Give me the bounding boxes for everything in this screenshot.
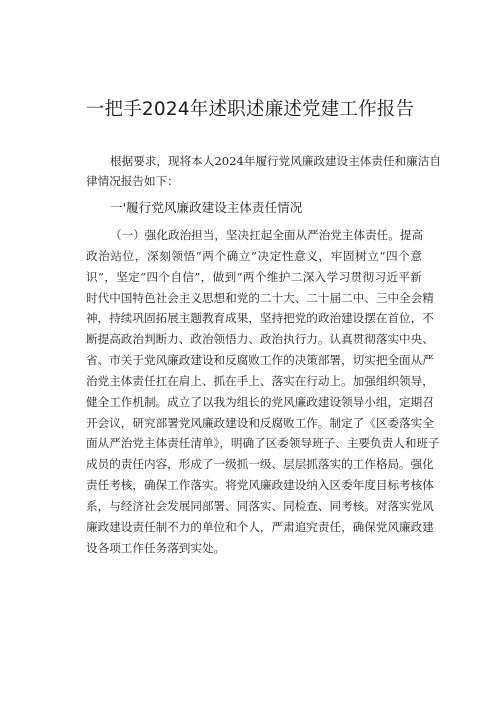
body-line: （一）强化政治担当，坚决扛起全面从严治党主体责任。提高 — [110, 228, 424, 242]
body-line: 治党主体责任扛在肩上、抓在手上、落实在行动上。加强组织领导， — [86, 373, 434, 388]
body-line: 面从严治党主体责任清单》，明确了区委领导班子、主要负责人和班子 — [86, 436, 440, 451]
body-line: 时代中国特色社会主义思想和党的二十大、二十届二中、三中全会精 — [86, 290, 434, 305]
intro-paragraph — [86, 151, 441, 191]
section-heading — [86, 198, 422, 218]
body-line: 廉政建设责任制不力的单位和个人，严肃追究责任，确保党风廉政建 — [86, 519, 434, 534]
document-title: 一把手2024年述职述廉述党建工作报告 — [85, 99, 415, 120]
body-line: 责任考核，确保工作落实。将党风廉政建设纳入区委年度目标考核体 — [86, 478, 434, 493]
body-line: 健全工作机制。成立了以我为组长的党风廉政建设领导小组，定期召 — [86, 394, 434, 409]
intro-line: 根据要求，现将本人2024年履行党风廉政建设主体责任和廉洁自 — [110, 154, 441, 168]
body-line: 识”，坚定“四个自信”，做到“两个维护二深入学习贯彻习近平新 — [86, 269, 422, 284]
body-line: 断提高政治判断力、政治领悟力、政治执行力。认真贯彻落实中央、 — [86, 332, 434, 347]
section-body — [86, 225, 440, 559]
body-line: 成员的责任内容，形成了一级抓一级、层层抓落实的工作格局。强化 — [86, 457, 434, 472]
body-line: 系，与经济社会发展同部署、同落实、同检查、同考核。对落实党风 — [86, 498, 434, 513]
section-heading-text: 一'履行党风廉政建设主体责任情况 — [110, 200, 303, 215]
body-line: 政治站位，深刻领悟“两个确立”决定性意义，牢固树立“四个意 — [86, 248, 422, 263]
body-line: 开会议，研究部署党风廉政建设和反腐败工作。制定了《区委落实全 — [86, 415, 434, 430]
body-line: 神，持续巩固拓展主题教育成果，坚持把党的政治建设摆在首位，不 — [86, 311, 434, 326]
body-line: 省、市关于党风廉政建设和反腐败工作的决策部署，切实把全面从严 — [86, 353, 434, 368]
body-line: 设各项工作任务落到实处。 — [86, 540, 226, 555]
intro-line: 律情况报告如下： — [86, 174, 179, 188]
